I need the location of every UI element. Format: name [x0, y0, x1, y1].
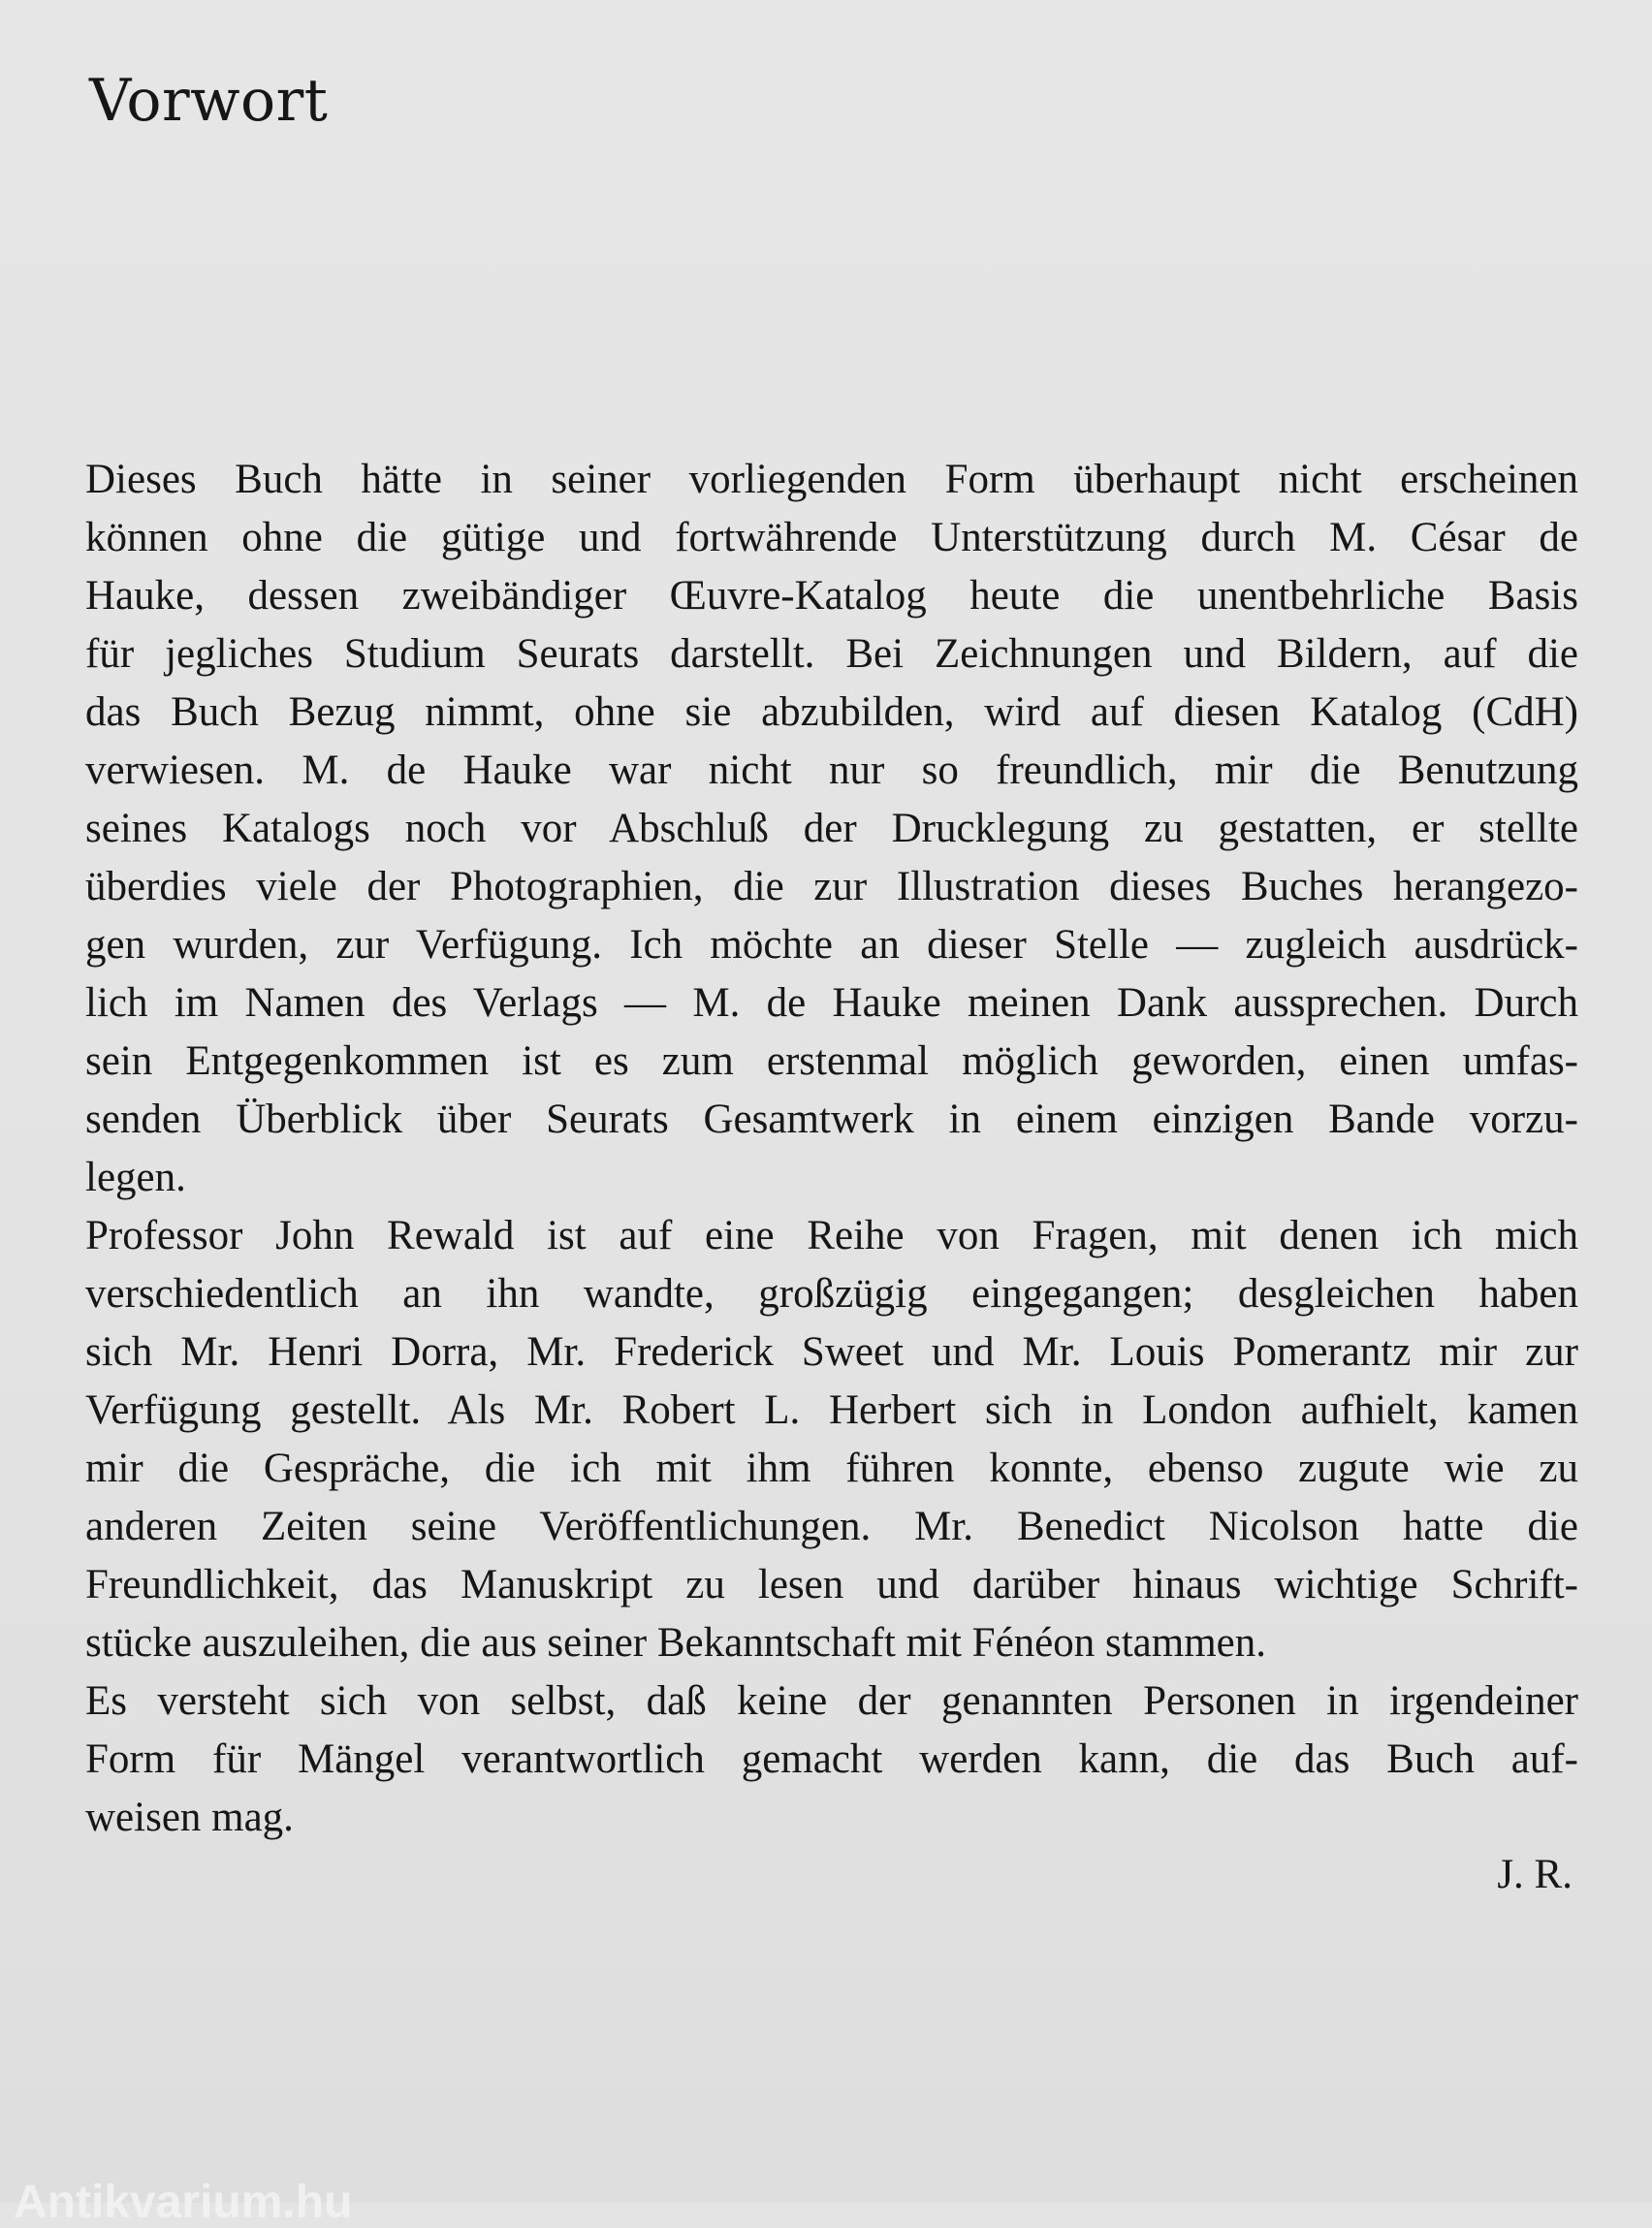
text-line: überdies viele der Photographien, die zur Illustration dieses Buches herangezo- [85, 864, 1578, 909]
text-line: das Buch Bezug nimmt, ohne sie abzubilden, wird auf diesen Katalog (CdH) [85, 689, 1578, 735]
text-line: legen. [85, 1155, 186, 1200]
foreword-body [85, 451, 1578, 1847]
paragraph-disclaimer [85, 1672, 1578, 1847]
paragraph-acknowledgement-de-hauke [85, 451, 1578, 1207]
text-line: seines Katalogs noch vor Abschluß der Drucklegung zu gestatten, er stellte [85, 806, 1578, 851]
text-line: Professor John Rewald ist auf eine Reihe von Fragen, mit denen ich mich [85, 1213, 1578, 1258]
text-line: lich im Namen des Verlags — M. de Hauke meinen Dank aussprechen. Durch [85, 980, 1578, 1026]
author-initials: J. R. [1497, 1852, 1573, 1897]
text-line: für jegliches Studium Seurats darstellt. Bei Zeichnungen und Bildern, auf die [85, 631, 1578, 677]
text-line: sein Entgegenkommen ist es zum erstenmal möglich geworden, einen umfas- [85, 1038, 1578, 1084]
page-title: Vorwort [89, 67, 329, 135]
text-line: verschiedentlich an ihn wandte, großzügig eingegangen; desgleichen haben [85, 1271, 1578, 1317]
text-line: mir die Gespräche, die ich mit ihm führen konnte, ebenso zugute wie zu [85, 1446, 1578, 1491]
text-line: Es versteht sich von selbst, daß keine der genannten Personen in irgendeiner [85, 1678, 1578, 1724]
text-line: anderen Zeiten seine Veröffentlichungen. Mr. Benedict Nicolson hatte die [85, 1504, 1578, 1549]
text-line: weisen mag. [85, 1795, 294, 1840]
text-line: sich Mr. Henri Dorra, Mr. Frederick Sweet und Mr. Louis Pomerantz mir zur [85, 1329, 1578, 1375]
text-line: Form für Mängel verantwortlich gemacht werden kann, die das Buch auf- [85, 1736, 1578, 1782]
text-line: Dieses Buch hätte in seiner vorliegenden Form überhaupt nicht erscheinen [85, 457, 1578, 502]
paragraph-acknowledgement-scholars [85, 1207, 1578, 1672]
text-line: senden Überblick über Seurats Gesamtwerk in einem einzigen Bande vorzu- [85, 1097, 1578, 1142]
text-line: gen wurden, zur Verfügung. Ich möchte an dieser Stelle — zugleich ausdrück- [85, 922, 1578, 968]
text-line: Freundlichkeit, das Manuskript zu lesen und darüber hinaus wichtige Schrift- [85, 1562, 1578, 1607]
text-line: stücke auszuleihen, die aus seiner Bekanntschaft mit Fénéon stammen. [85, 1620, 1266, 1666]
text-line: verwiesen. M. de Hauke war nicht nur so freundlich, mir die Benutzung [85, 748, 1578, 793]
text-line: Hauke, dessen zweibändiger Œuvre-Katalog heute die unentbehrliche Basis [85, 573, 1578, 619]
text-line: können ohne die gütige und fortwährende Unterstützung durch M. César de [85, 515, 1578, 560]
watermark: Antikvarium.hu [14, 2177, 353, 2228]
text-line: Verfügung gestellt. Als Mr. Robert L. Herbert sich in London aufhielt, kamen [85, 1387, 1578, 1433]
